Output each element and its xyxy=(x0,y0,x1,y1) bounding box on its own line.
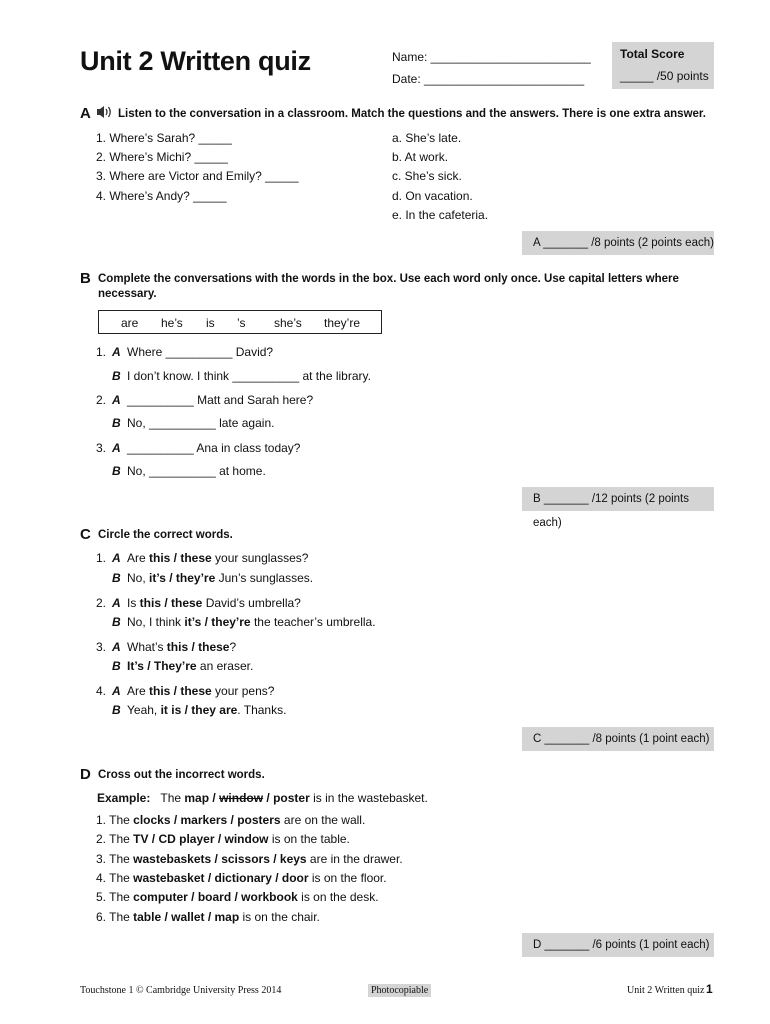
section-c-instruction: Circle the correct words. xyxy=(98,529,233,541)
list-item: 6. The table / wallet / map is on the chair. xyxy=(96,910,320,924)
word-box-word: are xyxy=(121,316,139,330)
conversation-line: __________ Ana in class today? xyxy=(127,441,301,455)
item-number: 3. xyxy=(96,441,107,455)
conversation-line: No, it’s / they’re Jun’s sunglasses. xyxy=(127,571,314,585)
section-a-instruction: Listen to the conversation in a classroom. Match the questions and the answers. There is one extra answer. xyxy=(118,108,706,120)
choice-words[interactable]: clocks / markers / posters xyxy=(133,813,281,827)
conversation-line: No, __________ at home. xyxy=(127,464,266,478)
list-item: 2. The TV / CD player / window is on the table. xyxy=(96,832,350,846)
section-a-letter: A xyxy=(80,105,91,122)
choice-words[interactable]: TV / CD player / window xyxy=(133,832,269,846)
choice-words[interactable]: this / these xyxy=(139,596,203,610)
section-b-letter: B xyxy=(80,270,91,287)
choice-words[interactable]: this / these xyxy=(149,551,212,565)
list-item: 3. The wastebaskets / scissors / keys are in the drawer. xyxy=(96,852,403,866)
word-box-word: they’re xyxy=(324,316,361,330)
speaker-a: A xyxy=(112,441,121,455)
section-d-letter: D xyxy=(80,766,91,783)
item-number: 2. xyxy=(96,596,107,610)
word-box xyxy=(98,310,382,334)
footer-copyright: Touchstone 1 © Cambridge University Press 2014 xyxy=(80,985,282,996)
conversation-line: Where __________ David? xyxy=(127,345,274,359)
conversation-line: Is this / these David’s umbrella? xyxy=(127,596,301,610)
date-field[interactable]: Date: ________________________ xyxy=(392,72,585,86)
item-number: 3. xyxy=(96,640,107,654)
speaker-b: B xyxy=(112,464,121,478)
conversation-line: What’s this / these? xyxy=(127,640,237,654)
question-item: 1. Where’s Sarah? _____ xyxy=(96,131,232,145)
footer-page-label: Unit 2 Written quiz xyxy=(627,985,705,996)
name-field[interactable]: Name: ________________________ xyxy=(392,50,591,64)
section-d-instruction: Cross out the incorrect words. xyxy=(98,769,265,781)
speaker-b: B xyxy=(112,571,121,585)
answer-item: b. At work. xyxy=(392,150,449,164)
section-b-points: B _______ /12 points (2 points each) xyxy=(522,487,714,511)
page-title: Unit 2 Written quiz xyxy=(80,46,311,76)
choice-words[interactable]: this / these xyxy=(149,684,212,698)
total-score-value: _____ /50 points xyxy=(620,69,709,83)
speaker-a: A xyxy=(112,596,121,610)
choice-words[interactable]: computer / board / workbook xyxy=(133,890,298,904)
speaker-a: A xyxy=(112,345,121,359)
section-d-points: D _______ /6 points (1 point each) xyxy=(522,933,714,957)
speaker-b: B xyxy=(112,416,121,430)
word-box-word: she’s xyxy=(274,316,302,330)
speaker-b: B xyxy=(112,615,121,629)
speaker-b: B xyxy=(112,703,121,717)
answer-item: c. She’s sick. xyxy=(392,169,462,183)
conversation-line: Are this / these your pens? xyxy=(127,684,275,698)
speaker-b: B xyxy=(112,369,121,383)
total-score-label: Total Score xyxy=(620,47,685,61)
item-number: 1. xyxy=(96,551,107,565)
section-b-instruction-cont: necessary. xyxy=(98,288,157,300)
total-score-box xyxy=(612,42,714,89)
choice-words[interactable]: this / these xyxy=(166,640,230,654)
list-item: 4. The wastebasket / dictionary / door is on the floor. xyxy=(96,871,387,885)
page-number: 1 xyxy=(706,982,713,996)
conversation-line: I don’t know. I think __________ at the library. xyxy=(127,369,371,383)
example-line: Example: The map / window / poster is in the wastebasket. xyxy=(97,791,428,805)
conversation-line: No, I think it’s / they’re the teacher’s umbrella. xyxy=(127,615,376,629)
conversation-line: It’s / They’re an eraser. xyxy=(127,659,254,673)
section-b-instruction: Complete the conversations with the words in the box. Use each word only once. Use capital letters where xyxy=(98,273,679,285)
section-c-points: C _______ /8 points (1 point each) xyxy=(522,727,714,751)
item-number: 2. xyxy=(96,393,107,407)
speaker-a: A xyxy=(112,640,121,654)
question-item: 2. Where’s Michi? _____ xyxy=(96,150,228,164)
word-box-word: ’s xyxy=(237,316,246,330)
choice-words[interactable]: it’s / they’re xyxy=(149,571,216,585)
conversation-line: Are this / these your sunglasses? xyxy=(127,551,309,565)
speaker-a: A xyxy=(112,684,121,698)
choice-words[interactable]: it is / they are xyxy=(160,703,238,717)
conversation-line: __________ Matt and Sarah here? xyxy=(127,393,314,407)
question-item: 4. Where’s Andy? _____ xyxy=(96,189,227,203)
list-item: 5. The computer / board / workbook is on the desk. xyxy=(96,890,379,904)
choice-words[interactable]: wastebasket / dictionary / door xyxy=(133,871,309,885)
answer-item: e. In the cafeteria. xyxy=(392,208,489,222)
answer-item: d. On vacation. xyxy=(392,189,473,203)
word-box-word: is xyxy=(206,316,215,330)
word-box-word: he’s xyxy=(161,316,183,330)
choice-words[interactable]: It’s / They’re xyxy=(127,659,197,673)
section-c-letter: C xyxy=(80,526,91,543)
choice-words[interactable]: it’s / they’re xyxy=(184,615,251,629)
conversation-line: Yeah, it is / they are. Thanks. xyxy=(127,703,287,717)
answer-item: a. She’s late. xyxy=(392,131,462,145)
speaker-a: A xyxy=(112,393,121,407)
list-item: 1. The clocks / markers / posters are on the wall. xyxy=(96,813,366,827)
section-a-points: A _______ /8 points (2 points each) xyxy=(522,231,714,255)
item-number: 1. xyxy=(96,345,107,359)
audio-speaker-icon[interactable] xyxy=(95,104,115,120)
speaker-b: B xyxy=(112,659,121,673)
conversation-line: No, __________ late again. xyxy=(127,416,275,430)
speaker-a: A xyxy=(112,551,121,565)
question-item: 3. Where are Victor and Emily? _____ xyxy=(96,169,299,183)
crossed-out-word: window xyxy=(219,791,264,805)
choice-words[interactable]: wastebaskets / scissors / keys xyxy=(133,852,307,866)
photocopiable-badge: Photocopiable xyxy=(368,984,431,997)
choice-words[interactable]: table / wallet / map xyxy=(133,910,240,924)
item-number: 4. xyxy=(96,684,107,698)
example-label: Example: xyxy=(97,791,151,805)
